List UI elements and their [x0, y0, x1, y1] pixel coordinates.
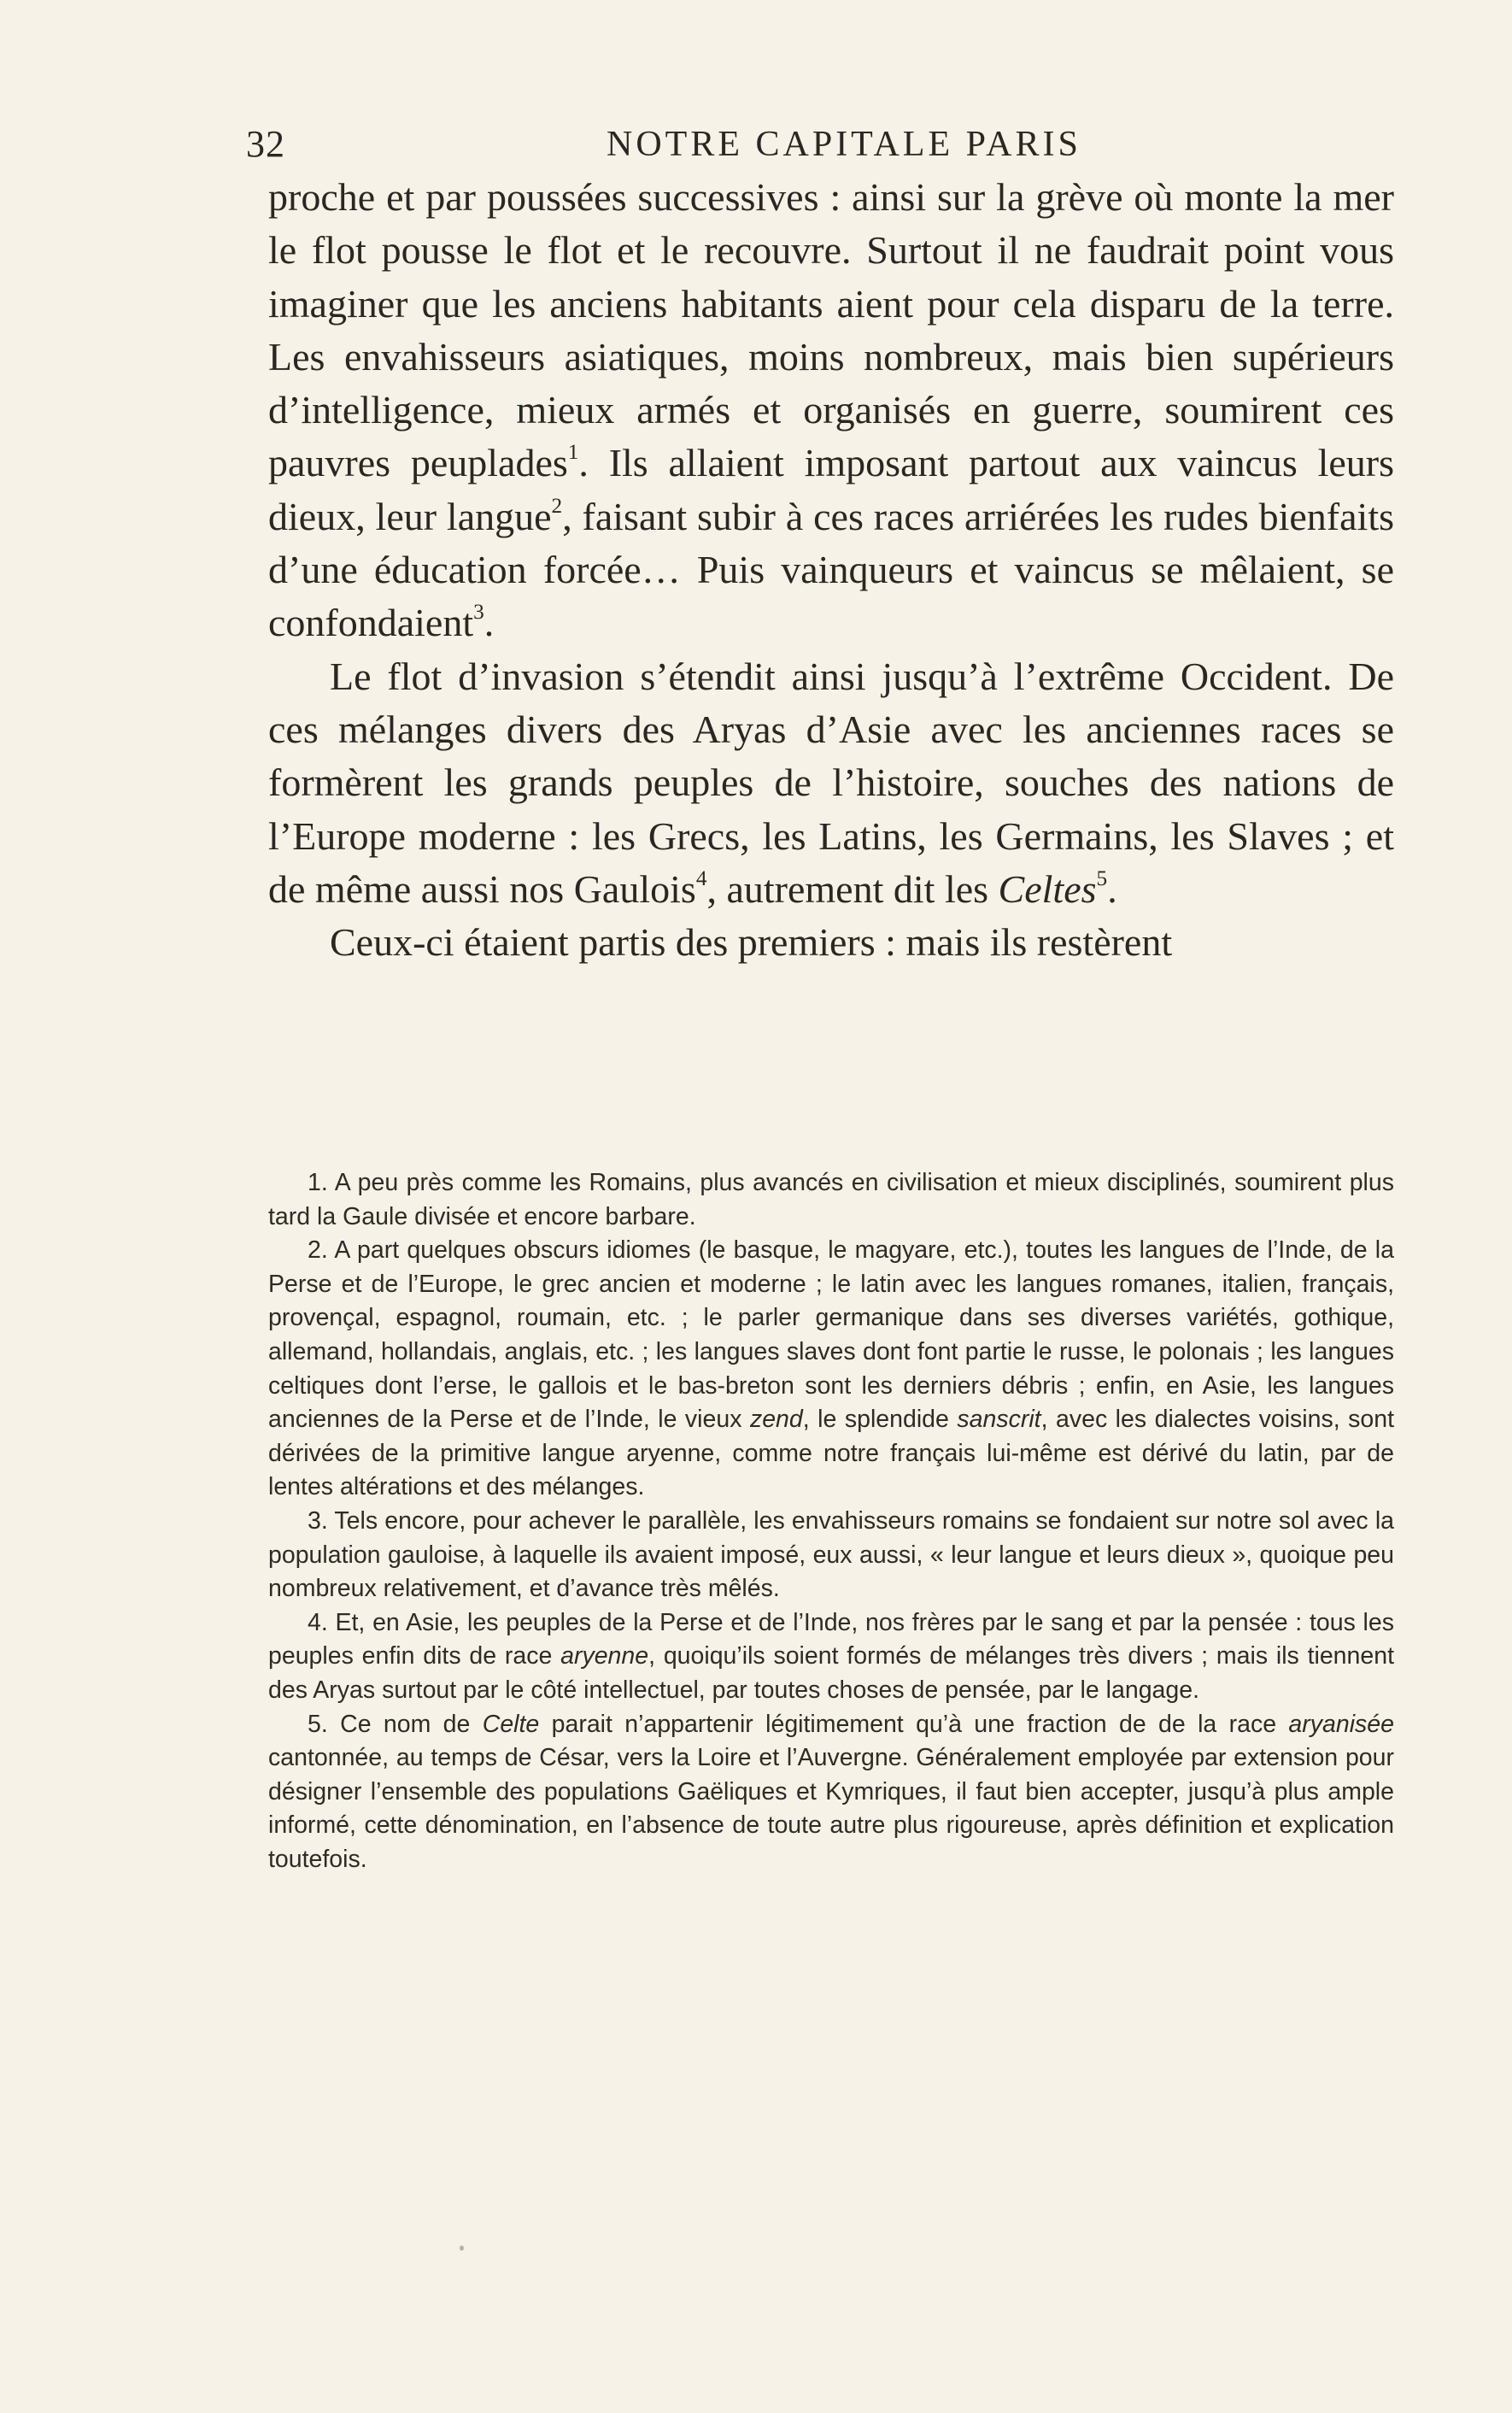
paragraph-2 — [268, 650, 1394, 916]
text-span: 5. Ce nom de — [308, 1710, 483, 1738]
footnote-1: 1. A peu près comme les Romains, plus avancés en civilisation et mieux disciplinés, soumirent plus tard la Gaule divisée et encore barbare. — [268, 1169, 1394, 1230]
text-span: 2. A part quelques obscurs idiomes (le basque, le magyare, etc.), toutes les langues de l’Inde, de la Perse et de l’Europe, le grec ancien et moderne ; le latin avec les langues romanes, italien, français, provençal, espagnol, roumain, etc. ; le parler germanique dans ses diverses variétés, gothique, allemand, hollandais, anglais, etc. ; les langues slaves dont font partie le russe, le polonais ; les langues celtiques dont l’erse, le gallois et le bas-breton sont les derniers débris ; enfin, en Asie, les langues anciennes de la Perse et de l’Inde, le vieux — [268, 1236, 1394, 1434]
main-text — [268, 171, 1394, 969]
text-span: proche et par poussées successives : ainsi sur la grève où monte la mer le flot pousse le flot et le recouvre. Surtout il ne faudrait point vous imaginer que les anciens habitants aient pour cela disparu de la terre. Les envahisseurs asiatiques, moins nombreux, mais bien supérieurs d’intelligence, mieux armés et organisés en guerre, soumirent ces pauvres peuplades — [268, 175, 1394, 485]
text-span: Le flot d’invasion s’étendit ainsi jusqu’à l’extrême Occident. De ces mélanges divers des Aryas d’Asie avec les anciennes races se formèrent les grands peuples de l’histoire, souches des nations de l’Europe moderne : les Grecs, les Latins, les Germains, les Slaves ; et de même aussi nos Gaulois — [268, 654, 1394, 911]
footnote-ref-1: 1 — [567, 440, 579, 465]
page-number: 32 — [246, 123, 285, 165]
text-span: 4. Et, en Asie, les peuples de la Perse et de l’Inde, nos frères par le sang et par la pensée : tous les peuples enfin dits de race — [268, 1608, 1394, 1670]
footnote-4 — [268, 1606, 1394, 1708]
running-title: NOTRE CAPITALE PARIS — [607, 125, 1081, 164]
italic-term: aryanisée — [1288, 1710, 1394, 1738]
text-span: . — [483, 601, 495, 645]
text-span: parait n’appartenir légitimement qu’à une fraction de de la race — [539, 1710, 1289, 1738]
text-span: . — [1107, 866, 1117, 911]
italic-term: aryenne — [560, 1642, 649, 1670]
footnote-ref-3: 3 — [473, 600, 484, 625]
paragraph-3: Ceux-ci étaient partis des premiers : mais ils restèrent — [330, 920, 1173, 965]
text-span: , quoiqu’ils soient formés de mélanges très divers ; mais ils tiennent des Aryas surtout par le côté intellectuel, par toutes choses de pensée, par le langage. — [268, 1642, 1394, 1704]
footnote-3: 3. Tels encore, pour achever le parallèle, les envahisseurs romains se fondaient sur notre sol avec la population gauloise, à laquelle ils avaient imposé, eux aussi, « leur langue et leurs dieux », quoique peu nombreux relativement, et d’avance très mêlés. — [268, 1506, 1394, 1603]
footnote-5 — [268, 1708, 1394, 1877]
paragraph-1 — [268, 171, 1394, 650]
italic-term: Celtes — [998, 866, 1097, 911]
text-span: cantonnée, au temps de César, vers la Loire et l’Auvergne. Généralement employée par extension pour désigner l’ensemble des populations Gaëliques et Kymriques, il faut bien accepter, jusqu’à plus ample informé, cette dénomination, en l’absence de toute autre plus rigoureuse, après définition et explication toutefois. — [268, 1744, 1394, 1873]
italic-term: Celte — [482, 1710, 540, 1738]
text-span: , le splendide — [802, 1406, 958, 1434]
italic-term: sanscrit — [957, 1406, 1041, 1434]
italic-term: zend — [749, 1406, 803, 1434]
footnotes — [268, 1166, 1394, 1876]
text-span: , faisant subir à ces races arriérées les rudes bienfaits d’une éducation forcée… Puis vainqueurs et vaincus se mêlaient, se confondaient — [268, 494, 1395, 645]
text-span: , avec les dialectes voisins, sont dérivées de la primitive langue aryenne, comme notre français lui-même est dérivé du latin, par de lentes altérations et des mélanges. — [268, 1406, 1394, 1501]
footnote-ref-5: 5 — [1096, 866, 1108, 890]
footnote-ref-4: 4 — [695, 866, 707, 890]
paper-speck — [460, 2246, 464, 2251]
footnote-ref-2: 2 — [551, 493, 563, 518]
footnote-2 — [268, 1234, 1394, 1505]
text-span: , autrement dit les — [706, 866, 999, 911]
text-span: . Ils allaient imposant partout aux vaincus leurs dieux, leur langue — [268, 441, 1394, 538]
